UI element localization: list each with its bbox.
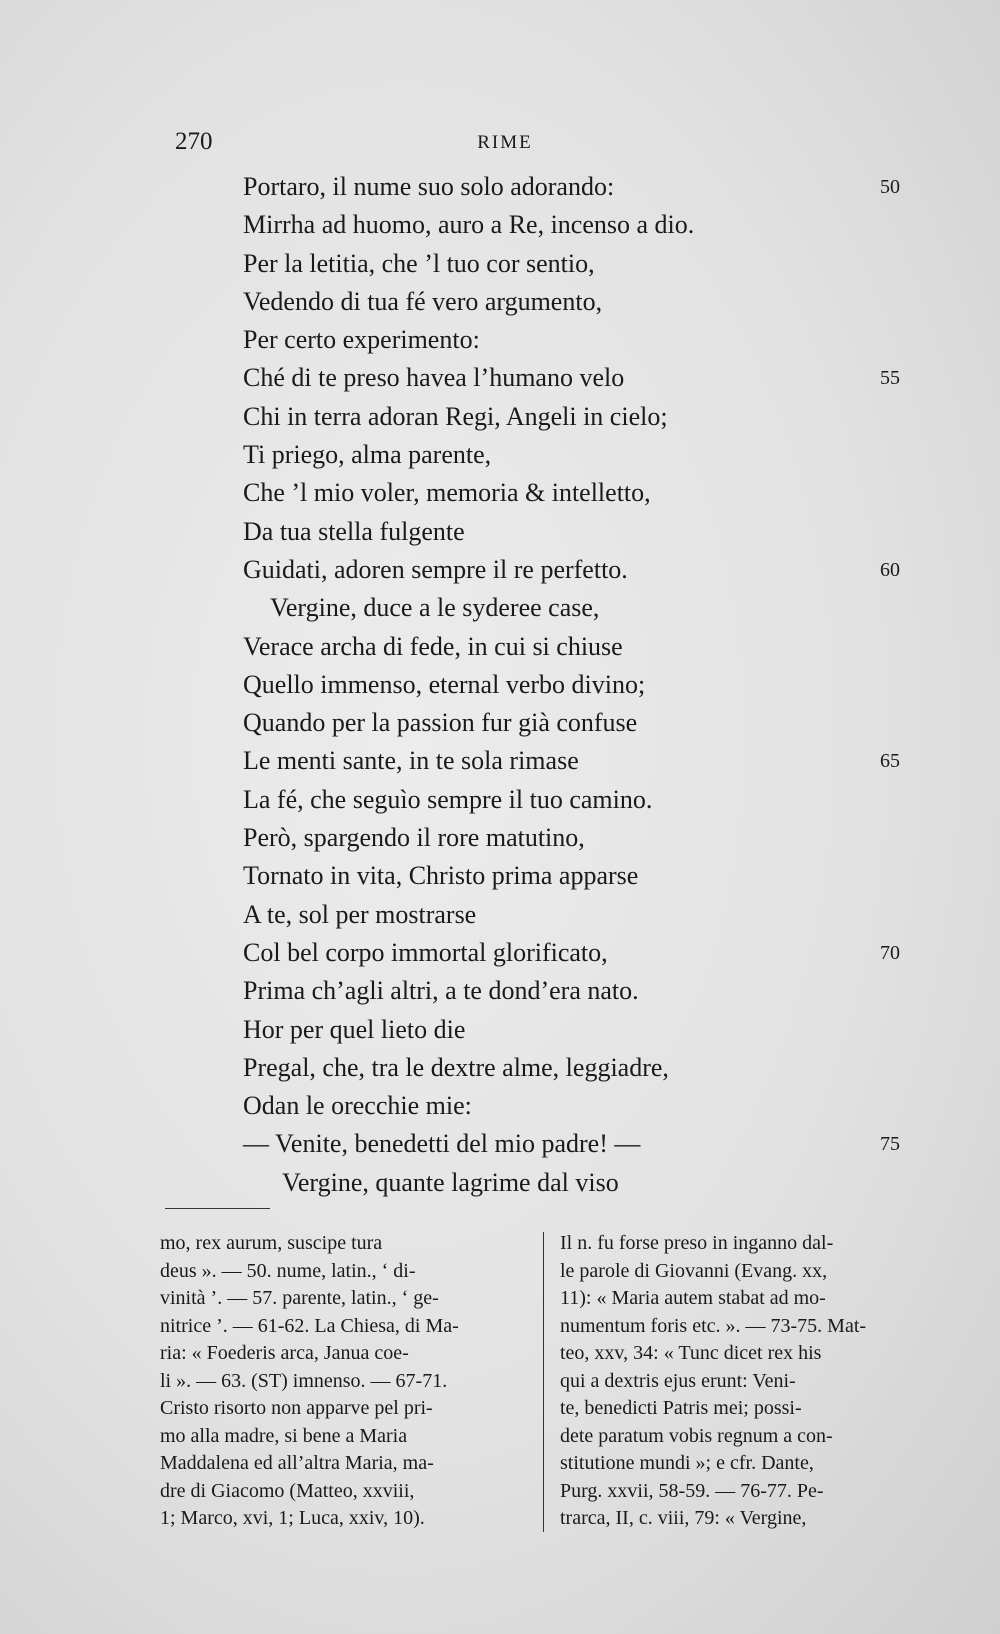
verse-line [0, 628, 1000, 666]
verse-line [0, 742, 1000, 780]
footnote-line: li ». — 63. (ST) imnenso. — 67-71. [160, 1369, 448, 1392]
verse-line [0, 857, 1000, 895]
verse-line [0, 1011, 1000, 1049]
verse-text: Pregal, che, tra le dextre alme, leggiadre, [243, 1052, 669, 1082]
footnote-line: 1; Marco, xvi, 1; Luca, xxiv, 10). [160, 1507, 425, 1529]
footnote-line: stitutione mundi »; e cfr. Dante, [560, 1452, 814, 1474]
verse-text: Per certo experimento: [243, 325, 480, 355]
verse-line [0, 1125, 1000, 1163]
footnote-line: Purg. xxvii, 58-59. — 76-77. Pe- [560, 1479, 824, 1502]
verse-text: A te, sol per mostrarse [243, 899, 477, 929]
footnote-line: mo alla madre, si bene a Maria [160, 1424, 408, 1447]
verse-text: Vergine, quante lagrime dal viso [282, 1167, 619, 1197]
verse-text: Quello immenso, eternal verbo divino; [243, 669, 646, 699]
line-number: 50 [880, 176, 900, 198]
verse-text: Col bel corpo immortal glorificato, [243, 937, 608, 967]
footnote-line: Cristo risorto non apparve pel pri- [160, 1397, 433, 1419]
verse-line [0, 819, 1000, 857]
verse-text: Per la letitia, che ’l tuo cor sentio, [243, 248, 595, 278]
verse-line [0, 359, 1000, 397]
footnote-line: 11): « Maria autem stabat ad mo- [560, 1287, 826, 1309]
footnote-line: Maddalena ed all’altra Maria, ma- [160, 1452, 434, 1474]
verse-text: Portaro, il nume suo solo adorando: [243, 172, 615, 201]
footnote-line: dete paratum vobis regnum a con- [560, 1424, 833, 1447]
verse-line [0, 1164, 1000, 1202]
running-head: RIME [477, 132, 533, 153]
verse-text: Mirrha ad huomo, auro a Re, incenso a dio. [243, 210, 695, 240]
verse-line [0, 513, 1000, 551]
footnote-rule [165, 1208, 270, 1209]
verse-line [0, 321, 1000, 359]
verse-text: Chi in terra adoran Regi, Angeli in cielo; [243, 401, 668, 431]
verse-line [0, 781, 1000, 819]
column-divider [543, 1232, 544, 1532]
line-number: 75 [880, 1133, 900, 1156]
verse-text: Quando per la passion fur già confuse [243, 708, 638, 738]
footnote-line: numentum foris etc. ». — 73-75. Mat- [560, 1314, 867, 1337]
footnote-line: nitrice ’. — 61-62. La Chiesa, di Ma- [160, 1314, 459, 1337]
footnote-line: mo, rex aurum, suscipe tura [160, 1232, 383, 1254]
verse-line [0, 896, 1000, 934]
verse-text: Tornato in vita, Christo prima apparse [243, 861, 639, 891]
verse-text: Da tua stella fulgente [243, 516, 465, 546]
verse-line [0, 1049, 1000, 1087]
footnote-line: trarca, II, c. viii, 79: « Vergine, [560, 1507, 807, 1529]
verse-line [0, 398, 1000, 436]
verse-line [0, 436, 1000, 474]
poem-verses [0, 168, 1000, 1202]
verse-text: — Venite, benedetti del mio padre! — [243, 1129, 641, 1159]
verse-line [0, 666, 1000, 704]
verse-text: Verace archa di fede, in cui si chiuse [243, 631, 623, 661]
verse-text: Che ’l mio voler, memoria & intelletto, [243, 478, 651, 508]
verse-line [0, 589, 1000, 627]
verse-text: Prima ch’agli altri, a te dond’era nato. [243, 976, 639, 1006]
verse-text: Le menti sante, in te sola rimase [243, 746, 579, 776]
footnote-line: dre di Giacomo (Matteo, xxviii, [160, 1479, 415, 1502]
footnote-line: vinità ’. — 57. parente, latin., ‘ ge- [160, 1287, 439, 1309]
verse-line [0, 704, 1000, 742]
verse-text: Vergine, duce a le syderee case, [270, 593, 600, 623]
verse-text: Hor per quel lieto die [243, 1014, 466, 1044]
verse-line [0, 934, 1000, 972]
page-number: 270 [175, 128, 213, 155]
verse-line [0, 168, 1000, 206]
verse-line [0, 551, 1000, 589]
verse-line [0, 245, 1000, 283]
footnote-line: Il n. fu forse preso in inganno dal- [560, 1232, 834, 1254]
verse-line [0, 283, 1000, 321]
verse-text: La fé, che seguìo sempre il tuo camino. [243, 784, 653, 814]
footnote-line: teo, xxv, 34: « Tunc dicet rex his [560, 1342, 822, 1364]
verse-text: Guidati, adoren sempre il re perfetto. [243, 554, 628, 584]
page-header [175, 128, 835, 162]
verse-line [0, 1087, 1000, 1125]
footnotes [160, 1230, 935, 1610]
footnotes-left-column [160, 1230, 520, 1533]
verse-line [0, 972, 1000, 1010]
footnote-line: le parole di Giovanni (Evang. xx, [560, 1259, 828, 1282]
footnote-line: deus ». — 50. nume, latin., ‘ di- [160, 1259, 416, 1282]
verse-text: Ché di te preso havea l’humano velo [243, 363, 625, 393]
verse-text: Ti priego, alma parente, [243, 440, 492, 470]
verse-text: Odan le orecchie mie: [243, 1091, 472, 1121]
line-number: 55 [880, 367, 900, 390]
footnotes-right-column [560, 1230, 932, 1533]
verse-line [0, 474, 1000, 512]
verse-text: Però, spargendo il rore matutino, [243, 823, 585, 853]
line-number: 70 [880, 941, 900, 964]
footnote-line: ria: « Foederis arca, Janua coe- [160, 1342, 409, 1364]
line-number: 65 [880, 750, 900, 773]
line-number: 60 [880, 558, 900, 581]
footnote-line: te, benedicti Patris mei; possi- [560, 1397, 802, 1419]
verse-line [0, 206, 1000, 244]
verse-text: Vedendo di tua fé vero argumento, [243, 286, 603, 316]
footnote-line: qui a dextris ejus erunt: Veni- [560, 1369, 796, 1392]
